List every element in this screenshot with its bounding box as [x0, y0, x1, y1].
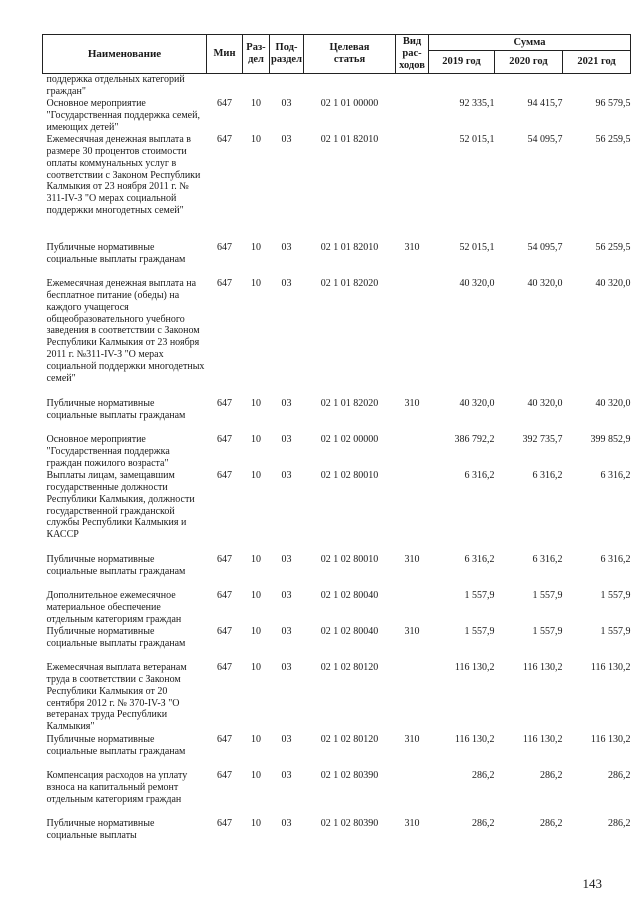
cell-razdel: 10: [251, 397, 261, 409]
cell-name: Компенсация расходов на уплату взноса на капитальный ремонт отдельным категориям граждан: [46, 769, 188, 805]
cell-2020: 1 557,9: [532, 589, 563, 601]
cell-razdel: 10: [251, 817, 261, 829]
cell-name: Ежемесячная денежная выплата в размере 30 процентов стоимости оплаты коммунальных услуг в соответствии с Законом Республики Калмыкия от 23 ноября 2011 г. № 311-IV-З "О мерах социальной поддержки многодетных семей": [46, 133, 201, 217]
cell-2021: 40 320,0: [595, 397, 631, 409]
table-row: [43, 278, 631, 398]
cell-2020: 116 130,2: [522, 733, 563, 745]
cell-podrazdel: 03: [281, 553, 292, 565]
cell-2020: 1 557,9: [532, 625, 563, 637]
cell-vid: [396, 98, 429, 134]
cell-min: 647: [217, 553, 232, 565]
cell-name: Ежемесячная денежная выплата на бесплатное питание (обеды) на каждого учащегося общеобразовательного учебного заведения в соответствии с Законом Республики Калмыкия от 23 ноября 2011 г. №311-IV-З "О мерах социальной поддержки многодетных семей": [46, 277, 205, 385]
cell-name: Публичные нормативные социальные выплаты гражданам: [46, 397, 186, 421]
cell-podrazdel: 03: [281, 277, 292, 289]
cell-2021: 399 852,9: [590, 433, 631, 445]
cell-razdel: 10: [251, 625, 261, 637]
cell-2021: 286,2: [608, 769, 631, 781]
header-year-2019: 2019 год: [429, 51, 495, 74]
cell-2021: 96 579,5: [595, 97, 631, 109]
cell-vid: [396, 434, 429, 470]
cell-2020: 94 415,7: [527, 97, 563, 109]
cell-vid: 310: [404, 241, 420, 253]
cell-celevaya: 02 1 02 80120: [320, 661, 379, 673]
cell-2021: 1 557,9: [600, 589, 631, 601]
cell-name: Публичные нормативные социальные выплаты гражданам: [46, 733, 186, 757]
table-body: [43, 74, 631, 842]
table-row: [43, 242, 631, 278]
table-row: [43, 626, 631, 662]
cell-celevaya: 02 1 02 80040: [320, 589, 379, 601]
cell-2020: 40 320,0: [527, 277, 563, 289]
cell-2021: 40 320,0: [595, 277, 631, 289]
cell-2019: 1 557,9: [464, 589, 495, 601]
header-year-2021: 2021 год: [563, 51, 631, 74]
cell-min: 647: [217, 241, 232, 253]
cell-celevaya: 02 1 02 80010: [320, 469, 379, 481]
cell-name: Дополнительное ежемесячное материальное обеспечение отдельным категориям граждан: [46, 589, 182, 625]
cell-celevaya: 02 1 02 80390: [320, 769, 379, 781]
header-razdel: Раз- дел: [243, 35, 270, 74]
cell-2021: 6 316,2: [600, 469, 631, 481]
cell-podrazdel: 03: [281, 589, 292, 601]
cell-vid: [396, 590, 429, 626]
cell-podrazdel: 03: [281, 241, 292, 253]
cell-vid: [396, 470, 429, 554]
cell-name: Публичные нормативные социальные выплаты гражданам: [46, 241, 186, 265]
cell-min: 647: [217, 733, 232, 745]
cell-vid: [396, 770, 429, 818]
cell-name: Основное мероприятие "Государственная поддержка семей, имеющих детей": [46, 97, 200, 133]
cell-2019: 1 557,9: [464, 625, 495, 637]
cell-2021: 6 316,2: [600, 553, 631, 565]
cell-2019: 52 015,1: [459, 241, 495, 253]
cell-podrazdel: 03: [281, 97, 292, 109]
header-year-2020: 2020 год: [495, 51, 563, 74]
cell-min: 647: [217, 589, 232, 601]
cell-podrazdel: 03: [281, 469, 292, 481]
cell-2020: 6 316,2: [532, 469, 563, 481]
cell-2020: 392 735,7: [522, 433, 563, 445]
cell-min: 647: [217, 277, 232, 289]
cell-podrazdel: 03: [281, 733, 292, 745]
cell-name: Ежемесячная выплата ветеранам труда в соответствии с Законом Республики Калмыкия от 20 сентября 2012 г. № 370-IV-З "О ветеранах труда Республики Калмыкия": [46, 661, 187, 733]
table-row: [43, 134, 631, 242]
table-row: [43, 662, 631, 734]
cell-min: 647: [217, 397, 232, 409]
cell-min: 647: [217, 133, 232, 145]
header-podrazdel: Под- раздел: [270, 35, 304, 74]
cell-name: Основное мероприятие "Государственная поддержка граждан пожилого возраста": [46, 433, 170, 469]
cell-celevaya: 02 1 02 80010: [320, 553, 379, 565]
cell-name: поддержка отдельных категорий граждан": [46, 74, 185, 97]
cell-2019: 40 320,0: [459, 397, 495, 409]
cell-name: Публичные нормативные социальные выплаты: [46, 817, 155, 841]
cell-podrazdel: 03: [281, 817, 292, 829]
cell-2020: 40 320,0: [527, 397, 563, 409]
cell-2021: 116 130,2: [590, 661, 631, 673]
table-row: [43, 434, 631, 470]
cell-razdel: [243, 74, 270, 98]
cell-vid: [396, 278, 429, 398]
page-number: 143: [582, 876, 602, 891]
cell-razdel: 10: [251, 241, 261, 253]
header-name: Наименование: [43, 35, 207, 74]
header-vid: Вид рас- ходов: [396, 35, 429, 74]
cell-min: 647: [217, 625, 232, 637]
cell-celevaya: 02 1 01 82010: [320, 241, 379, 253]
cell-vid: [396, 662, 429, 734]
cell-razdel: 10: [251, 277, 261, 289]
table-row: [43, 818, 631, 842]
cell-2019: 92 335,1: [459, 97, 495, 109]
cell-celevaya: 02 1 02 80390: [320, 817, 379, 829]
table-header: [43, 35, 631, 74]
cell-vid: 310: [404, 817, 420, 829]
cell-2020: 6 316,2: [532, 553, 563, 565]
cell-2019: 386 792,2: [454, 433, 495, 445]
cell-2019: 6 316,2: [464, 469, 495, 481]
cell-min: 647: [217, 469, 232, 481]
cell-2021: [563, 74, 631, 98]
cell-2020: [495, 74, 563, 98]
cell-podrazdel: 03: [281, 661, 292, 673]
cell-2019: 52 015,1: [459, 133, 495, 145]
cell-min: 647: [217, 97, 232, 109]
cell-celevaya: 02 1 01 82020: [320, 397, 379, 409]
cell-celevaya: 02 1 01 00000: [320, 97, 379, 109]
cell-name: Выплаты лицам, замещавшим государственные должности Республики Калмыкия, должности государственной гражданской службы Республики Калмыкия и КАССР: [46, 469, 195, 541]
cell-celevaya: 02 1 01 82020: [320, 277, 379, 289]
cell-vid: [396, 134, 429, 242]
cell-2019: 6 316,2: [464, 553, 495, 565]
cell-podrazdel: 03: [281, 397, 292, 409]
table-row: [43, 734, 631, 770]
cell-celevaya: 02 1 02 80120: [320, 733, 379, 745]
cell-2021: 116 130,2: [590, 733, 631, 745]
budget-table: [42, 34, 631, 842]
cell-name: Публичные нормативные социальные выплаты гражданам: [46, 553, 186, 577]
cell-podrazdel: 03: [281, 769, 292, 781]
cell-name: Публичные нормативные социальные выплаты гражданам: [46, 625, 186, 649]
cell-2019: [429, 74, 495, 98]
cell-min: 647: [217, 817, 232, 829]
table-row: [43, 98, 631, 134]
cell-2021: 56 259,5: [595, 133, 631, 145]
cell-2020: 286,2: [540, 817, 563, 829]
header-min: Мин: [207, 35, 243, 74]
cell-2020: 54 095,7: [527, 133, 563, 145]
cell-podrazdel: 03: [281, 433, 292, 445]
cell-2021: 286,2: [608, 817, 631, 829]
table-row: [43, 74, 631, 98]
cell-celevaya: 02 1 02 00000: [320, 433, 379, 445]
cell-razdel: 10: [251, 553, 261, 565]
cell-razdel: 10: [251, 97, 261, 109]
table-row: [43, 590, 631, 626]
cell-razdel: 10: [251, 133, 261, 145]
cell-podrazdel: [270, 74, 304, 98]
cell-2019: 40 320,0: [459, 277, 495, 289]
cell-celevaya: [304, 74, 396, 98]
cell-vid: 310: [404, 625, 420, 637]
cell-2019: 286,2: [472, 817, 495, 829]
cell-2019: 116 130,2: [454, 733, 495, 745]
cell-min: 647: [217, 769, 232, 781]
cell-razdel: 10: [251, 469, 261, 481]
cell-2020: 116 130,2: [522, 661, 563, 673]
header-summa: Сумма: [429, 35, 631, 51]
cell-razdel: 10: [251, 433, 261, 445]
header-celevaya: Целевая статья: [304, 35, 396, 74]
cell-2020: 54 095,7: [527, 241, 563, 253]
table-row: [43, 398, 631, 434]
cell-vid: 310: [404, 397, 420, 409]
cell-razdel: 10: [251, 769, 261, 781]
cell-razdel: 10: [251, 661, 261, 673]
cell-min: 647: [217, 433, 232, 445]
table-row: [43, 470, 631, 554]
cell-razdel: 10: [251, 733, 261, 745]
cell-2019: 116 130,2: [454, 661, 495, 673]
cell-min: 647: [217, 661, 232, 673]
cell-celevaya: 02 1 02 80040: [320, 625, 379, 637]
cell-vid: 310: [404, 733, 420, 745]
table-row: [43, 770, 631, 818]
cell-razdel: 10: [251, 589, 261, 601]
cell-podrazdel: 03: [281, 625, 292, 637]
cell-vid: [396, 74, 429, 98]
cell-2019: 286,2: [472, 769, 495, 781]
cell-2021: 56 259,5: [595, 241, 631, 253]
cell-2021: 1 557,9: [600, 625, 631, 637]
cell-celevaya: 02 1 01 82010: [320, 133, 379, 145]
cell-vid: 310: [404, 553, 420, 565]
table-row: [43, 554, 631, 590]
cell-2020: 286,2: [540, 769, 563, 781]
cell-podrazdel: 03: [281, 133, 292, 145]
cell-min: [207, 74, 243, 98]
